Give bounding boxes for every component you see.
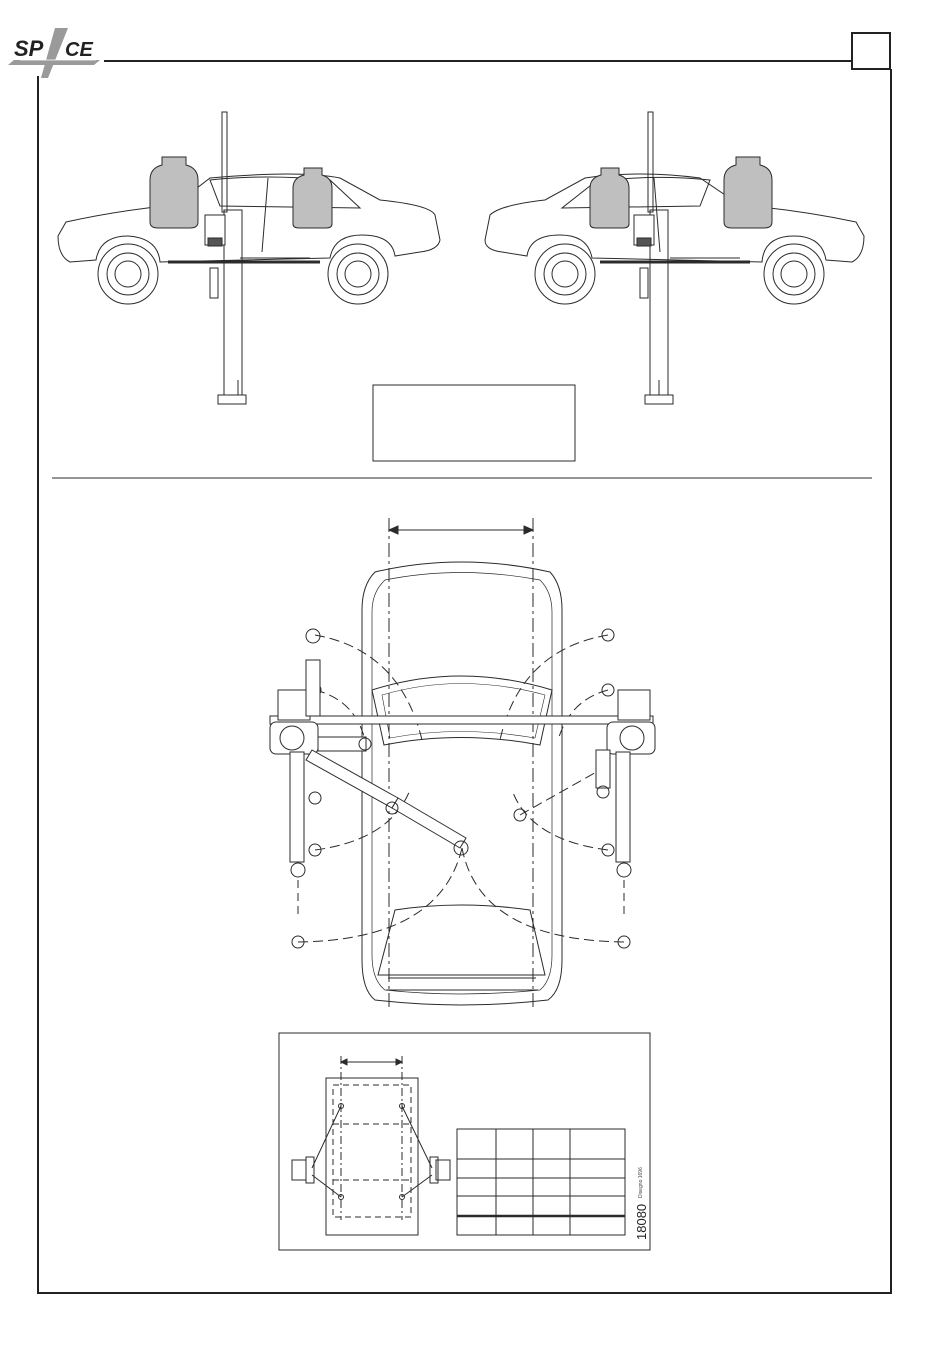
side-view-left: [58, 112, 440, 404]
drawing-code: 18080: [634, 1203, 649, 1240]
brand-logo: [8, 28, 100, 78]
weight-block-right-1: [590, 168, 629, 228]
weight-block-left-2: [293, 168, 332, 228]
side-view-right: [485, 112, 864, 404]
logo-text-ce: CE: [65, 39, 93, 61]
page-frame: [38, 69, 891, 1293]
page-number-box: [852, 33, 890, 69]
plan-view: [270, 518, 655, 1008]
logo-text-sp: SP: [14, 36, 44, 61]
weight-block-left-1: [150, 157, 198, 228]
drawing-code-small: Disegno 1696: [638, 1167, 644, 1198]
inset-detail: [279, 1033, 650, 1250]
spec-table: [457, 1129, 625, 1235]
weight-block-right-2: [724, 157, 772, 228]
blank-caption-box: [373, 385, 575, 461]
